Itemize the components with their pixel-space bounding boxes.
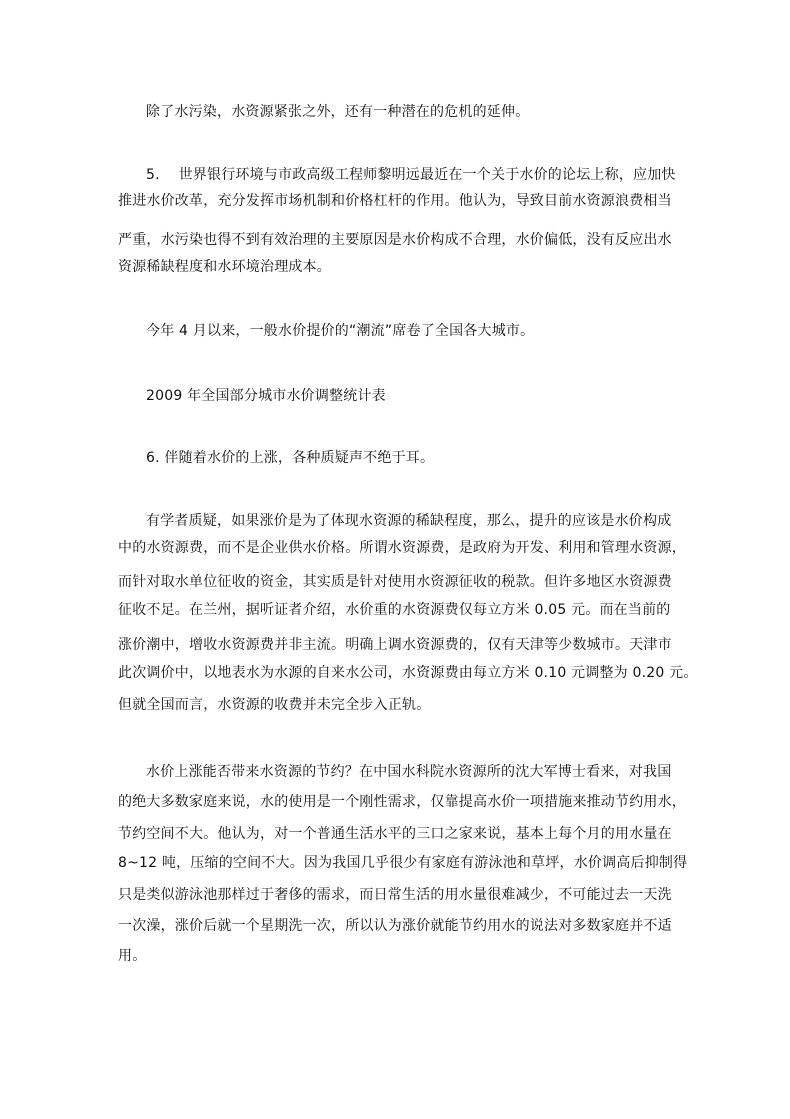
paragraph-6-line-4: 8~12 吨，压缩的空间不大。因为我国几乎很少有家庭有游泳池和草坪，水价调高后抑制得: [118, 855, 688, 871]
paragraph-6-line-5: 只是类似游泳池那样过于奢侈的需求，而日常生活的用水量很难减少，不可能过去一天洗: [118, 887, 672, 903]
paragraph-5-line-3: 而针对取水单位征收的资金，其实质是针对使用水资源征收的税款。但许多地区水资源费: [118, 574, 672, 590]
paragraph-2-line-3: 严重，水污染也得不到有效治理的主要原因是水价构成不合理，水价偏低，没有反应出水: [118, 232, 672, 248]
paragraph-6-line-3: 节约空间不大。他认为，对一个普通生活水平的三口之家来说，基本上每个月的用水量在: [118, 826, 672, 842]
paragraph-5-line-7: 但就全国而言，水资源的收费并未完全步入正轨。: [118, 697, 431, 713]
paragraph-5-line-5: 涨价潮中，增收水资源费并非主流。明确上调水资源费的，仅有天津等少数城市。天津市: [118, 637, 672, 653]
paragraph-6-line-6: 一次澡，涨价后就一个星期洗一次，所以认为涨价就能节约用水的说法对多数家庭并不适: [118, 918, 672, 934]
paragraph-1-line-1: 除了水污染，水资源紧张之外，还有一种潜在的危机的延伸。: [146, 104, 530, 120]
paragraph-2-line-2: 推进水价改革，充分发挥市场机制和价格杠杆的作用。他认为，导致目前水资源浪费相当: [118, 193, 672, 209]
paragraph-5-line-2: 中的水资源费，而不是企业供水价格。所谓水资源费，是政府为开发、利用和管理水资源，: [118, 540, 686, 556]
paragraph-5-line-6: 此次调价中，以地表水为水源的自来水公司，水资源费由每立方米 0.10 元调整为 0.20 元。: [118, 665, 698, 681]
paragraph-4-line-1: 6. 伴随着水价的上涨，各种质疑声不绝于耳。: [146, 450, 435, 466]
paragraph-6-line-2: 的绝大多数家庭来说，水的使用是一个刚性需求，仅靠提高水价一项措施来推动节约用水，: [118, 794, 686, 810]
paragraph-6-line-1: 水价上涨能否带来水资源的节约？在中国水科院水资源所的沈大军博士看来，对我国: [146, 764, 672, 780]
paragraph-6-line-7: 用。: [118, 948, 147, 964]
paragraph-5-line-4: 征收不足。在兰州，据听证者介绍，水价重的水资源费仅每立方米 0.05 元。而在当前的: [118, 602, 671, 618]
paragraph-2-line-1: 5. 世界银行环境与市政高级工程师黎明远最近在一个关于水价的论坛上称，应加快: [146, 167, 676, 183]
paragraph-2-line-4: 资源稀缺程度和水环境治理成本。: [118, 259, 331, 275]
table-caption: 2009 年全国部分城市水价调整统计表: [146, 388, 386, 404]
paragraph-3-line-1: 今年 4 月以来，一般水价提价的“潮流”席卷了全国各大城市。: [146, 323, 535, 339]
paragraph-5-line-1: 有学者质疑，如果涨价是为了体现水资源的稀缺程度，那么，提升的应该是水价构成: [146, 513, 672, 529]
